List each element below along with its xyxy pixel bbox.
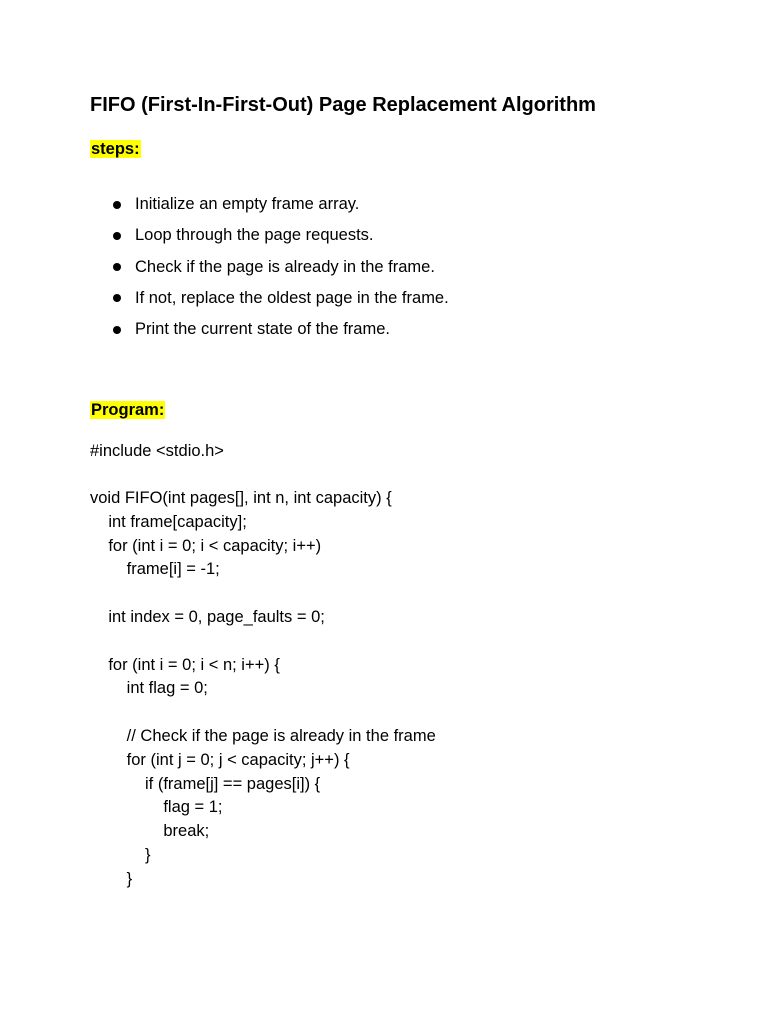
step-item: [90, 224, 449, 255]
code-line: frame[i] = -1;: [90, 560, 220, 579]
code-line: // Check if the page is already in the frame: [90, 726, 436, 745]
step-item: [90, 193, 449, 224]
steps-heading: [90, 139, 141, 159]
bullet-icon: [113, 326, 121, 334]
code-line: int frame[capacity];: [90, 512, 247, 531]
step-text: Print the current state of the frame.: [135, 320, 390, 339]
steps-list: [90, 193, 449, 349]
code-line: int index = 0, page_faults = 0;: [90, 607, 325, 626]
code-line: flag = 1;: [90, 798, 223, 817]
code-line: }: [90, 845, 151, 864]
steps-heading-text: steps:: [91, 140, 140, 158]
step-text: Loop through the page requests.: [135, 226, 374, 245]
code-line: break;: [90, 822, 210, 841]
code-line: int flag = 0;: [90, 679, 208, 698]
code-line: [90, 701, 436, 725]
bullet-icon: [113, 294, 121, 302]
bullet-icon: [113, 263, 121, 271]
program-heading: [90, 400, 165, 420]
code-line: for (int i = 0; i < capacity; i++): [90, 536, 322, 555]
step-text: If not, replace the oldest page in the frame.: [135, 288, 449, 307]
code-line: if (frame[j] == pages[i]) {: [90, 774, 321, 793]
step-text: Initialize an empty frame array.: [135, 195, 360, 213]
code-line: }: [90, 869, 133, 888]
code-line: [90, 630, 436, 654]
code-line: for (int j = 0; j < capacity; j++) {: [90, 750, 350, 769]
step-item: [90, 318, 449, 349]
bullet-icon: [113, 201, 121, 209]
code-line: void FIFO(int pages[], int n, int capacity) {: [90, 488, 392, 507]
code-line: [90, 582, 436, 606]
include-line: #include <stdio.h>: [90, 442, 224, 460]
step-text: Check if the page is already in the frame.: [135, 257, 435, 276]
step-item: [90, 287, 449, 318]
page-title: FIFO (First-In-First-Out) Page Replacement Algorithm: [90, 94, 596, 116]
program-heading-text: Program:: [91, 401, 165, 419]
code-line: for (int i = 0; i < n; i++) {: [90, 655, 280, 674]
code-block: [90, 440, 436, 892]
step-item: [90, 256, 449, 287]
bullet-icon: [113, 232, 121, 240]
